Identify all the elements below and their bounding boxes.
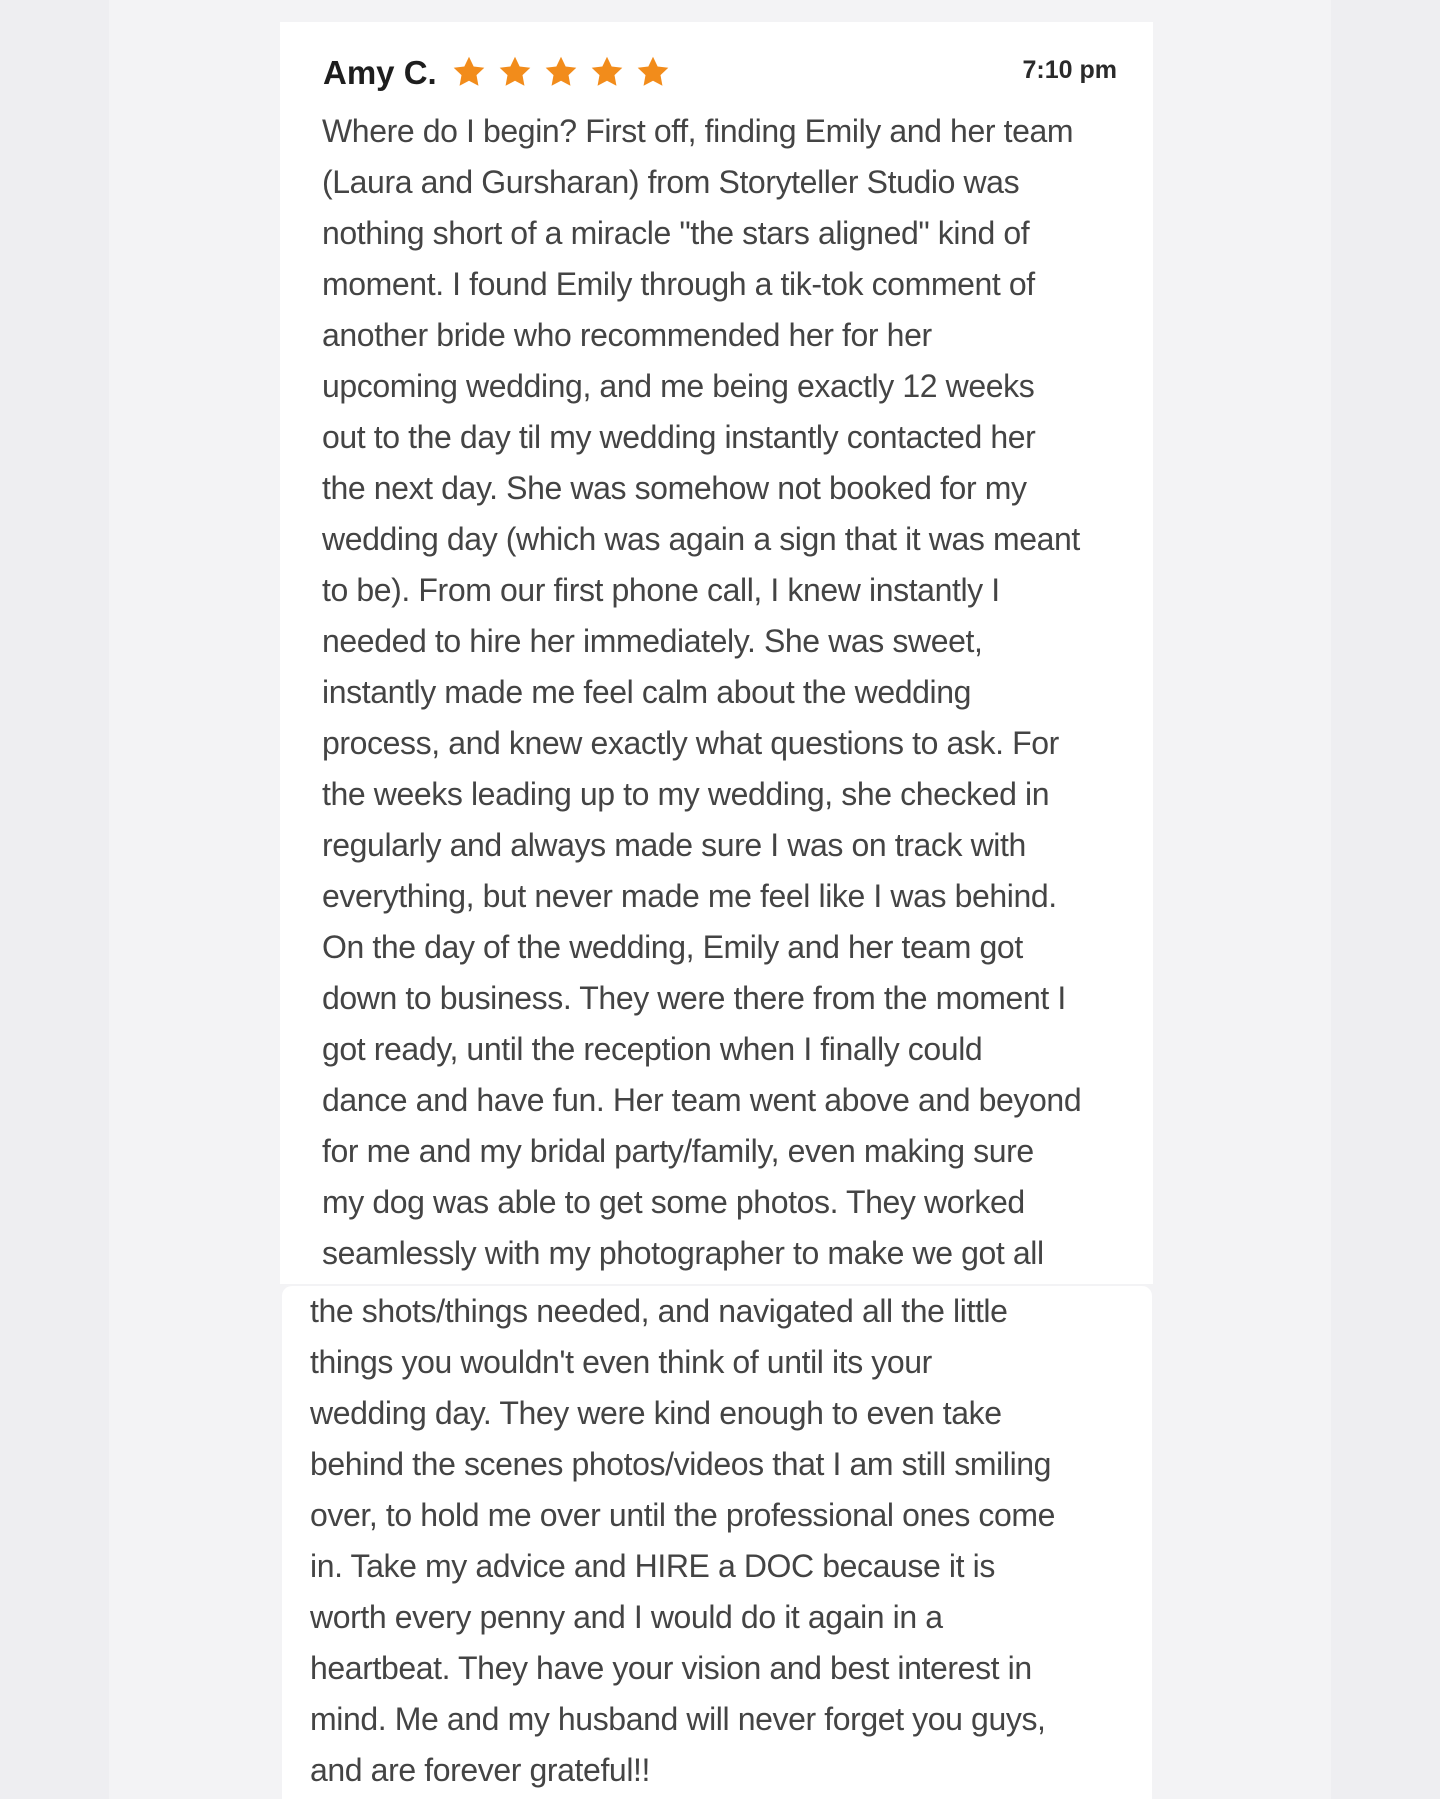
star-icon [543, 54, 579, 90]
review-text-part-2: the shots/things needed, and navigated all the little things you wouldn't even think of until its your wedding day. They were kind enough to even take behind the scenes photos/videos that I am still smiling over, to hold me over until the professional ones come in. Take my advice and HIRE a DOC because it is worth every penny and I would do it again in a heartbeat. They have your vision and best interest in mind. Me and my husband will never forget you guys, and are forever grateful!! [310, 1293, 1056, 1788]
review-timestamp: 7:10 pm [1022, 56, 1117, 84]
review-header [323, 50, 1117, 100]
star-icon [635, 54, 671, 90]
review-text-part-1: Where do I begin? First off, finding Emily and her team (Laura and Gursharan) from Storyteller Studio was nothing short of a miracle "the stars aligned" kind of moment. I found Emily through a tik-tok comment of another bride who recommended her for her upcoming wedding, and me being exactly 12 weeks out to the day til my wedding instantly contacted her the next day. She was somehow not booked for my wedding day (which was again a sign that it was meant to be). From our first phone call, I knew instantly I needed to hire her immediately. She was sweet, instantly made me feel calm about the wedding process, and knew exactly what questions to ask. For the weeks leading up to my wedding, she checked in regularly and always made sure I was on track with everything, but never made me feel like I was behind. On the day of the wedding, Emily and her team got down to business. They were there from the moment I got ready, until the reception when I finally could dance and have fun. Her team went above and beyond for me and my bridal party/family, even making sure my dog was able to get some photos. They worked seamlessly with my photographer to make we got all [322, 113, 1082, 1271]
star-icon [451, 54, 487, 90]
reviewer-name: Amy C. [323, 54, 437, 91]
star-icon [589, 54, 625, 90]
star-icon [497, 54, 533, 90]
star-rating [451, 54, 671, 90]
